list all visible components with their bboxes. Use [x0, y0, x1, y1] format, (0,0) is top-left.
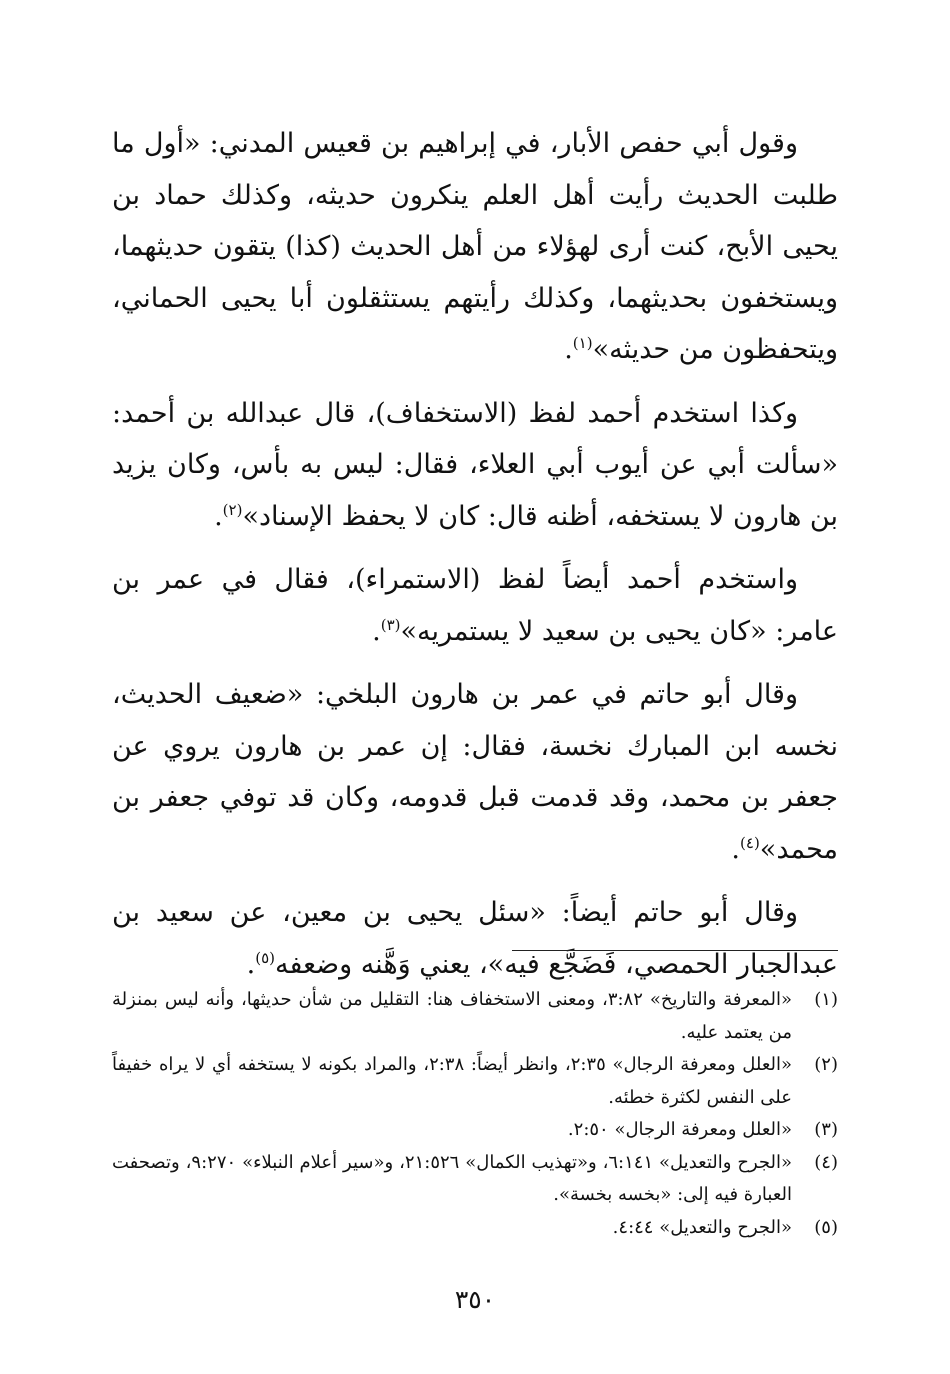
paragraph	[112, 669, 838, 875]
paragraph-text: وكذا استخدم أحمد لفظ (الاستخفاف)، قال عبدالله بن أحمد: «سألت أبي عن أيوب أبي العلاء، فقال: ليس به بأس، وكان يزيد بن هارون لا يستخفه، أظنه قال: كان لا يحفظ الإسناد»	[112, 397, 838, 532]
paragraph-end: .	[214, 500, 223, 532]
footnote-number: (٣)	[814, 1119, 838, 1140]
footnote	[112, 1049, 838, 1114]
footnote-number: (١)	[814, 989, 838, 1010]
footnote-number: (٢)	[814, 1054, 838, 1075]
footnote-text: «العلل ومعرفة الرجال» ٢:٥٠.	[567, 1119, 792, 1140]
paragraph-end: .	[246, 948, 256, 980]
paragraph	[112, 554, 838, 657]
footnote	[112, 984, 838, 1049]
footnote-text: «المعرفة والتاريخ» ٣:٨٢، ومعنى الاستخفاف هنا: التقليل من شأن حديثها، وأنه ليس بمنزلة من يعتمد عليه.	[112, 989, 792, 1043]
footnote-number: (٤)	[814, 1151, 838, 1173]
footnote-text: «العلل ومعرفة الرجال» ٢:٣٥، وانظر أيضاً: ٢:٣٨، والمراد بكونه لا يستخفه أي لا يراه خفيفاً على النفس لكثرة خطئه.	[112, 1054, 792, 1108]
paragraph-text: وقال أبو حاتم أيضاً: «سئل يحيى بن معين، عن سعيد بن عبدالجبار الحمصي، فَضَجَّع فيه»، يعني وَهَّنه وضعفه	[112, 897, 838, 980]
footnote-ref: (٤)	[740, 833, 760, 852]
paragraph-end: .	[564, 334, 573, 365]
footnote-ref: (٥)	[255, 948, 275, 967]
footnote-ref: (٣)	[380, 615, 401, 634]
paragraph-text: واستخدم أحمد أيضاً لفظ (الاستمراء)، فقال في عمر بن عامر: «كان يحيى بن سعيد لا يستمريه»	[112, 564, 838, 647]
footnote-text: «الجرح والتعديل» ٤:٤٤.	[612, 1216, 792, 1238]
paragraph-text: وقال أبو حاتم في عمر بن هارون البلخي: «ضعيف الحديث، نخسه ابن المبارك نخسة، فقال: إن عمر بن هارون يروي عن جعفر بن محمد، وقد قدمت قبل قدومه، وكان قد توفي جعفر بن محمد»	[112, 679, 838, 865]
footnote	[112, 1114, 838, 1147]
page-number: ٣٥٠	[454, 1285, 496, 1314]
footnote-separator	[512, 950, 838, 951]
paragraph	[112, 887, 838, 990]
footnote-text: «الجرح والتعديل» ٦:١٤١، و«تهذيب الكمال» ٢١:٥٢٦، و«سير أعلام النبلاء» ٩:٢٧٠، وتصحفت العبارة فيه إلى: «بخسه بخسة».	[112, 1151, 792, 1205]
paragraph-text: وقول أبي حفص الأبار، في إبراهيم بن قعيس المدني: «أول ما طلبت الحديث رأيت أهل العلم ينكرون حديثه، وكذلك حماد بن يحيى الأبح، كنت أرى لهؤلاء من أهل الحديث (كذا) يتقون حديثهما، ويستخفون بحديثهما، وكذلك رأيتهم يستثقلون أبا يحيى الحماني، ويتحفظون من حديثه»	[112, 128, 838, 365]
paragraph-end: .	[731, 833, 741, 865]
footnote-number: (٥)	[814, 1216, 838, 1238]
paragraph-end: .	[372, 615, 381, 647]
footnote	[112, 1147, 838, 1212]
main-text	[112, 118, 838, 1002]
footnote-ref: (١)	[572, 334, 593, 352]
footnote-ref: (٢)	[222, 500, 243, 519]
footnote	[112, 1212, 838, 1245]
paragraph	[112, 388, 838, 543]
paragraph	[112, 118, 838, 376]
footnotes	[112, 984, 838, 1244]
